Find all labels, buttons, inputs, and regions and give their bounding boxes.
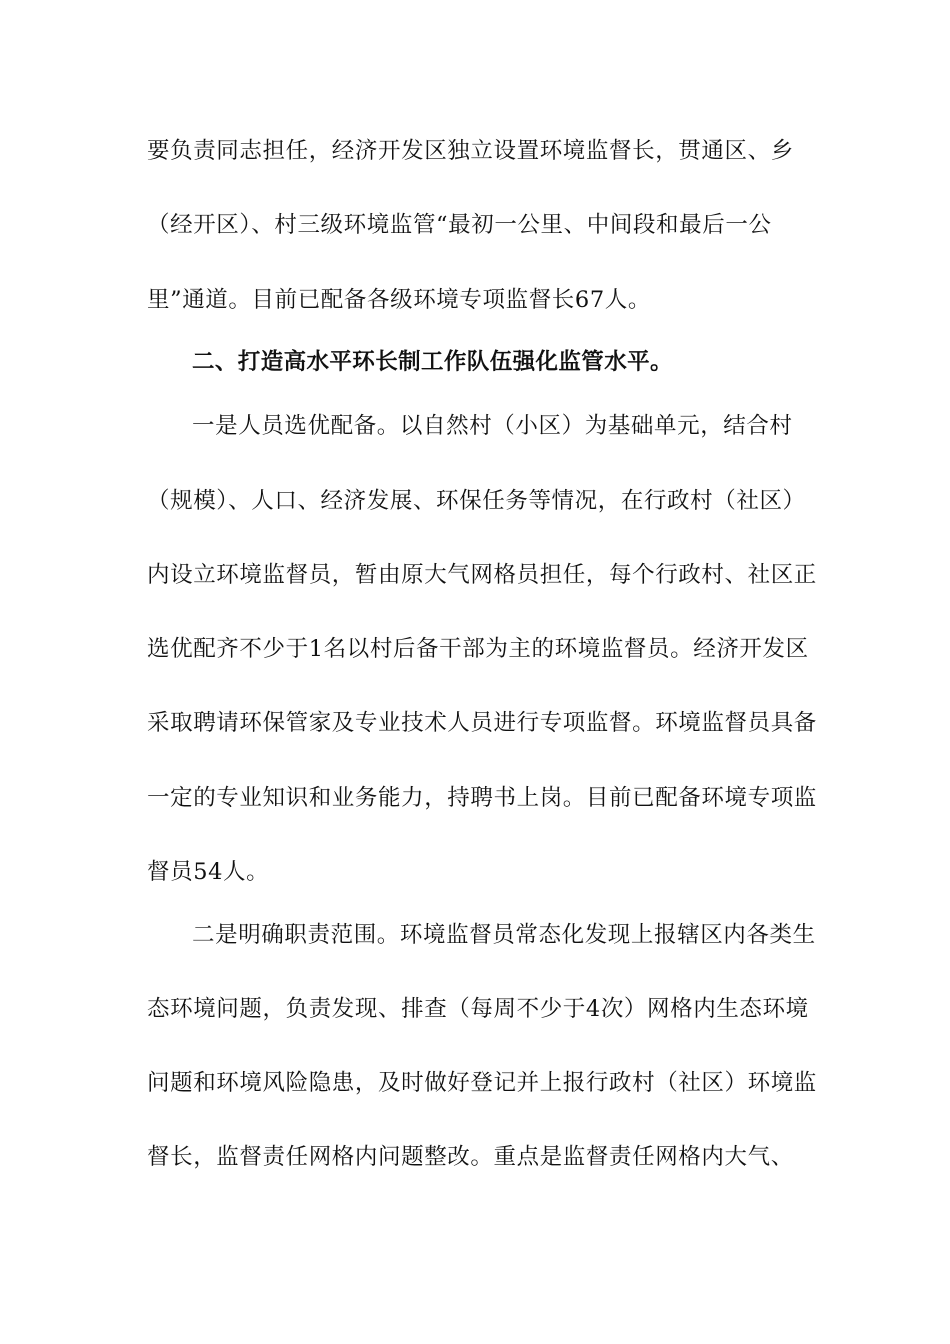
- text-line: 问题和环境风险隐患，及时做好登记并上报行政村（社区）环境监: [147, 1070, 817, 1096]
- text-line: 态环境问题，负责发现、排查（每周不少于4次）网格内生态环境: [147, 996, 809, 1022]
- section-heading: 二、打造高水平环长制工作队伍强化监管水平。: [192, 349, 673, 375]
- text-line: 要负责同志担任，经济开发区独立设置环境监督长，贯通区、乡: [147, 138, 794, 164]
- paragraph-first-line: 二是明确职责范围。环境监督员常态化发现上报辖区内各类生: [192, 922, 816, 948]
- text-line: 内设立环境监督员，暂由原大气网格员担任，每个行政村、社区正: [147, 562, 817, 588]
- text-line: 一定的专业知识和业务能力，持聘书上岗。目前已配备环境专项监: [147, 785, 817, 811]
- text-line: 里”通道。目前已配备各级环境专项监督长67人。: [147, 287, 651, 313]
- text-line: 采取聘请环保管家及专业技术人员进行专项监督。环境监督员具备: [147, 710, 817, 736]
- text-line: （经开区）、村三级环境监管“最初一公里、中间段和最后一公: [147, 212, 772, 238]
- text-line: 督长，监督责任网格内问题整改。重点是监督责任网格内大气、: [147, 1144, 794, 1170]
- paragraph-first-line: 一是人员选优配备。以自然村（小区）为基础单元，结合村: [192, 413, 793, 439]
- text-line: 选优配齐不少于1名以村后备干部为主的环境监督员。经济开发区: [147, 636, 809, 662]
- text-line: （规模）、人口、经济发展、环保任务等情况，在行政村（社区）: [147, 488, 806, 514]
- text-line: 督员54人。: [147, 859, 270, 885]
